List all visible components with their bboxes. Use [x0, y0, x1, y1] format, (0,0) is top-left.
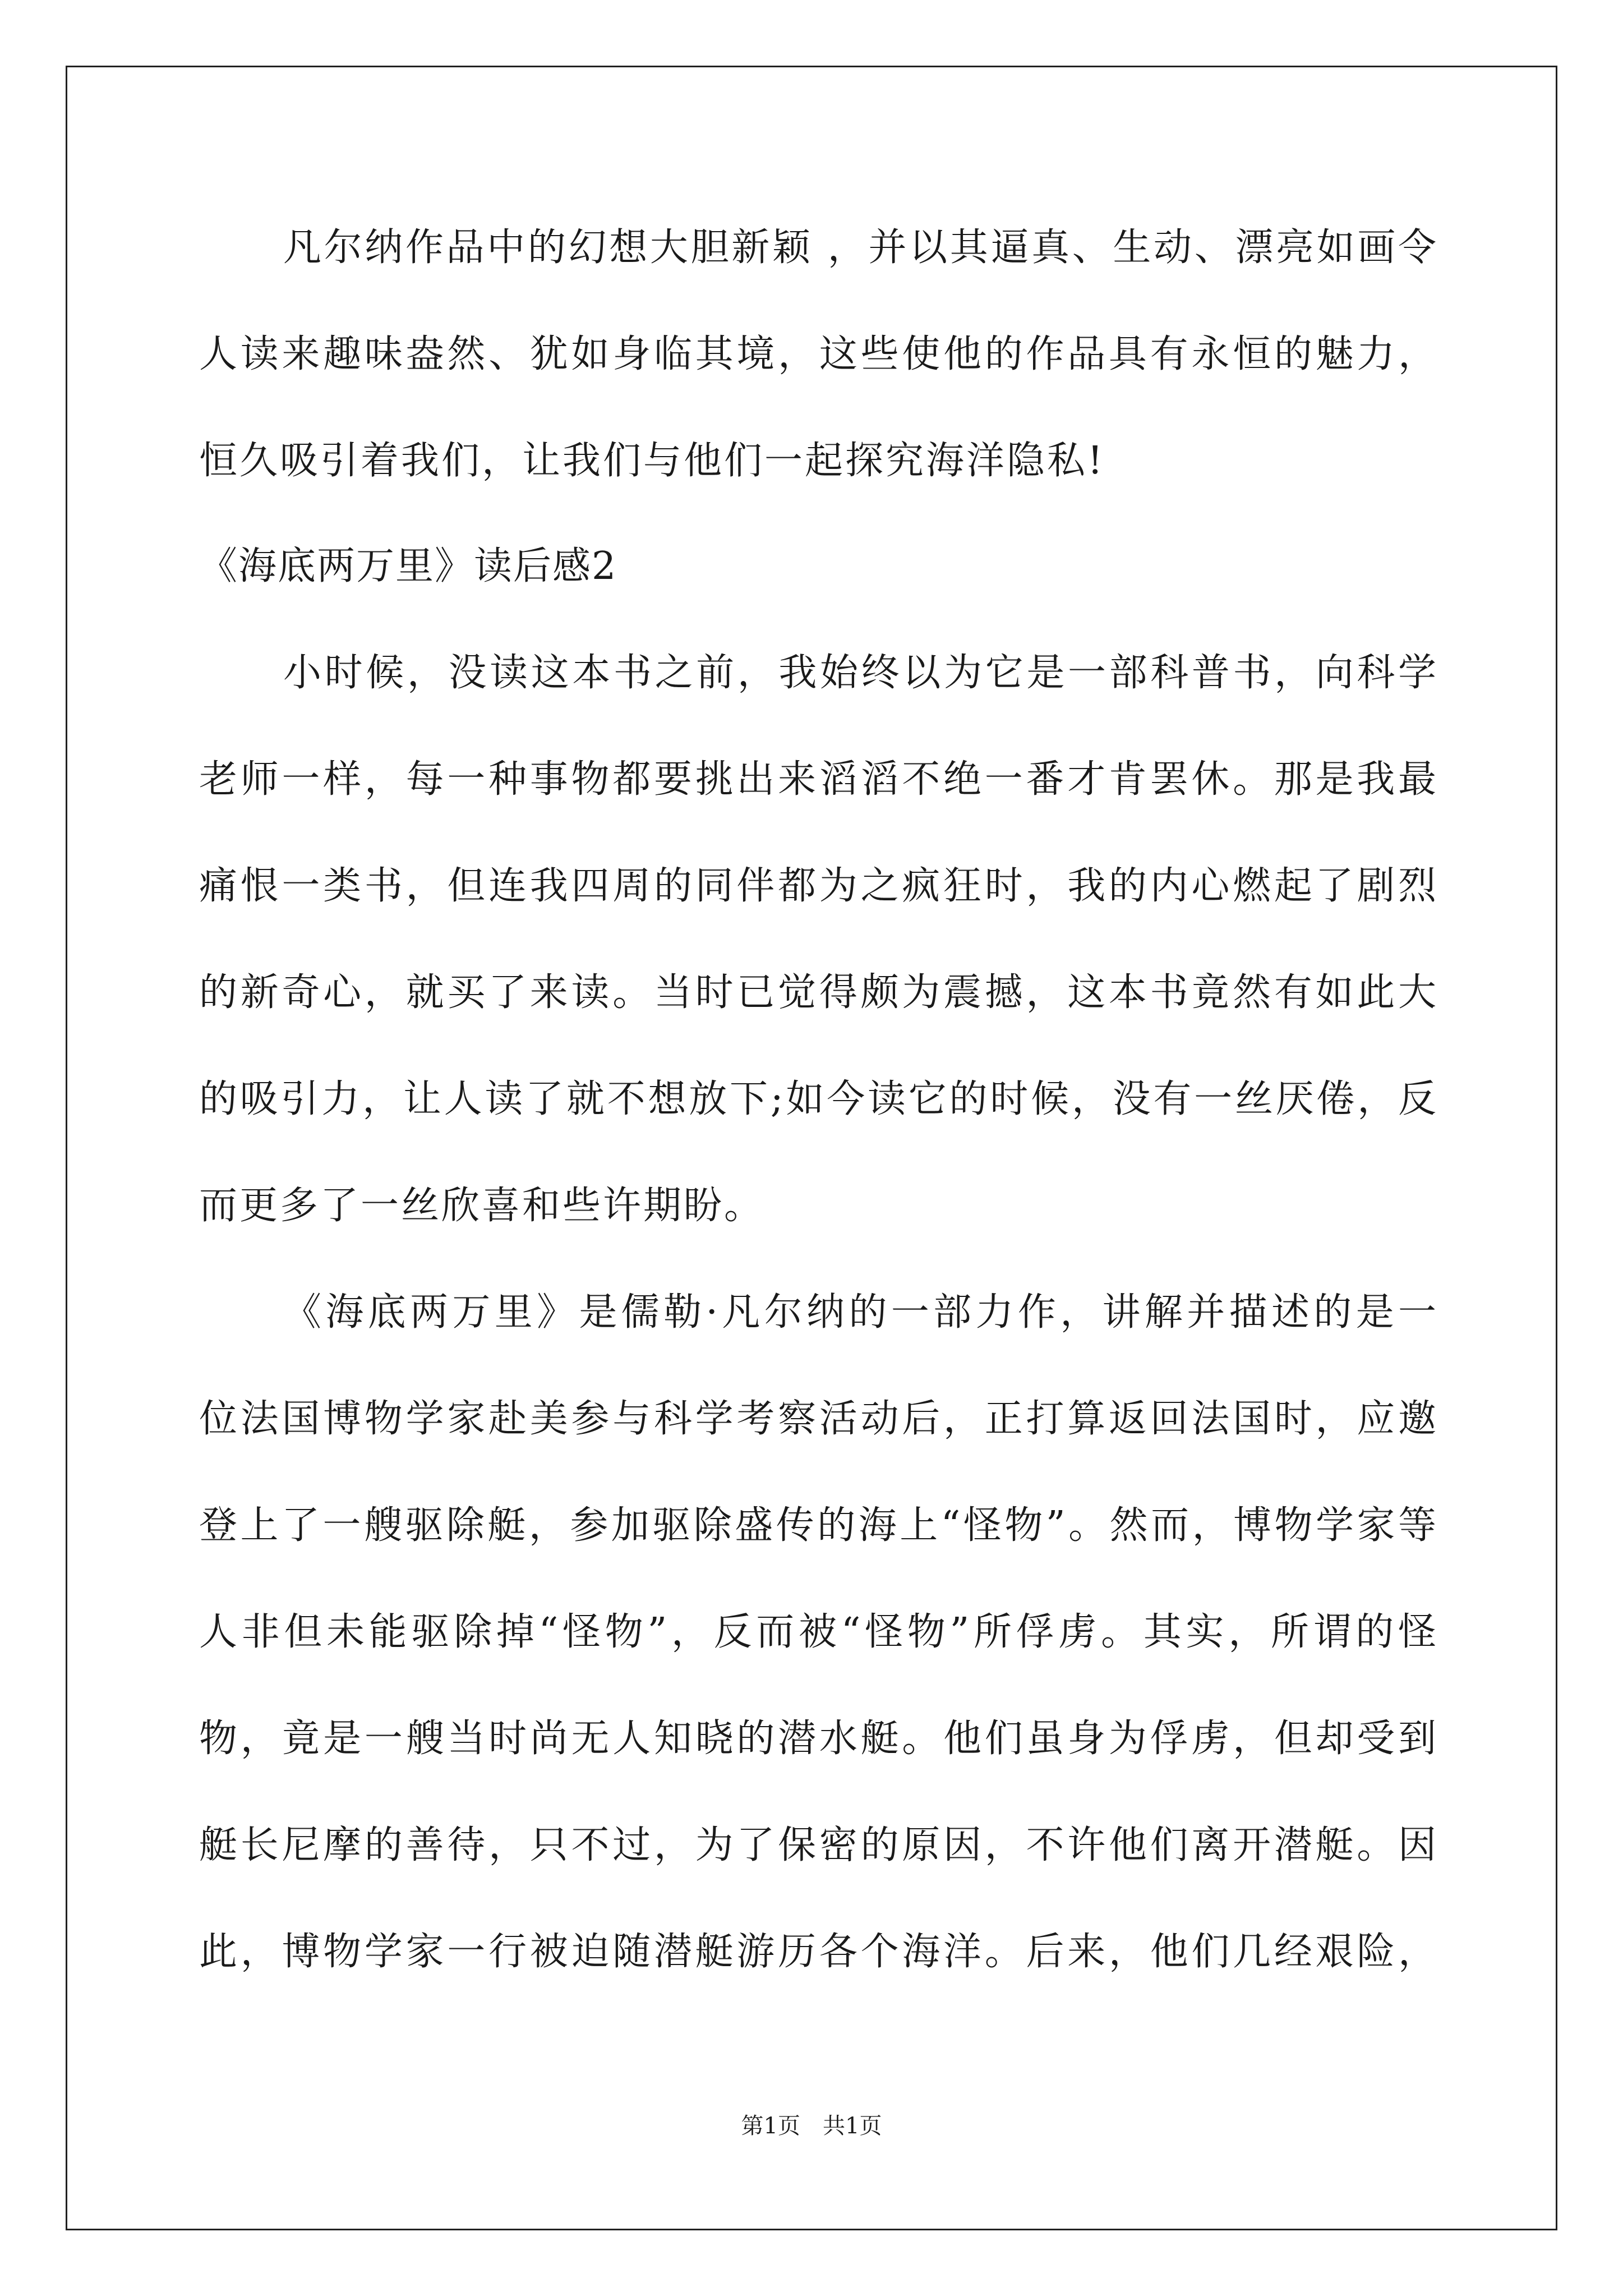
page-border — [66, 66, 1557, 2230]
paragraph-1-line-1: 凡尔纳作品中的幻想大胆新颖 ，并以其逼真、生动、漂亮如画令 — [283, 226, 1438, 270]
paragraph-2-line-4: 的新奇心，就买了来读。当时已觉得颇为震撼，这本书竟然有如此大 — [199, 970, 1438, 1015]
paragraph-2-line-2: 老师一样，每一种事物都要挑出来滔滔不绝一番才肯罢休。那是我最 — [199, 757, 1438, 802]
paragraph-3-line-7: 此，博物学家一行被迫随潜艇游历各个海洋。后来，他们几经艰险， — [199, 1930, 1438, 1974]
paragraph-2-line-1: 小时候，没读这本书之前，我始终以为它是一部科普书，向科学 — [283, 651, 1438, 695]
paragraph-2-line-3: 痛恨一类书，但连我四周的同伴都为之疯狂时，我的内心燃起了剧烈 — [199, 864, 1438, 908]
paragraph-1-line-3: 恒久吸引着我们，让我们与他们一起探究海洋隐私! — [199, 439, 1105, 483]
paragraph-3-line-3: 登上了一艘驱除艇，参加驱除盛传的海上“怪物”。然而，博物学家等 — [199, 1503, 1438, 1548]
paragraph-3-line-1: 《海底两万里》是儒勒·凡尔纳的一部力作，讲解并描述的是一 — [283, 1290, 1438, 1335]
paragraph-1-line-2: 人读来趣味盎然、犹如身临其境，这些使他的作品具有永恒的魅力， — [199, 332, 1438, 376]
paragraph-3-line-6: 艇长尼摩的善待，只不过，为了保密的原因，不许他们离开潜艇。因 — [199, 1823, 1438, 1867]
paragraph-3-line-4: 人非但未能驱除掉“怪物”，反而被“怪物”所俘虏。其实，所谓的怪 — [199, 1610, 1438, 1654]
paragraph-3-line-2: 位法国博物学家赴美参与科学考察活动后，正打算返回法国时，应邀 — [199, 1397, 1438, 1441]
paragraph-3-line-5: 物，竟是一艘当时尚无人知晓的潜水艇。他们虽身为俘虏，但却受到 — [199, 1717, 1438, 1761]
page-footer: 第1页 共1页 — [741, 2113, 882, 2139]
section-title: 《海底两万里》读后感2 — [199, 544, 617, 588]
paragraph-2-line-5: 的吸引力，让人读了就不想放下;如今读它的时候，没有一丝厌倦，反 — [199, 1077, 1438, 1121]
paragraph-2-line-6: 而更多了一丝欣喜和些许期盼。 — [199, 1184, 765, 1228]
